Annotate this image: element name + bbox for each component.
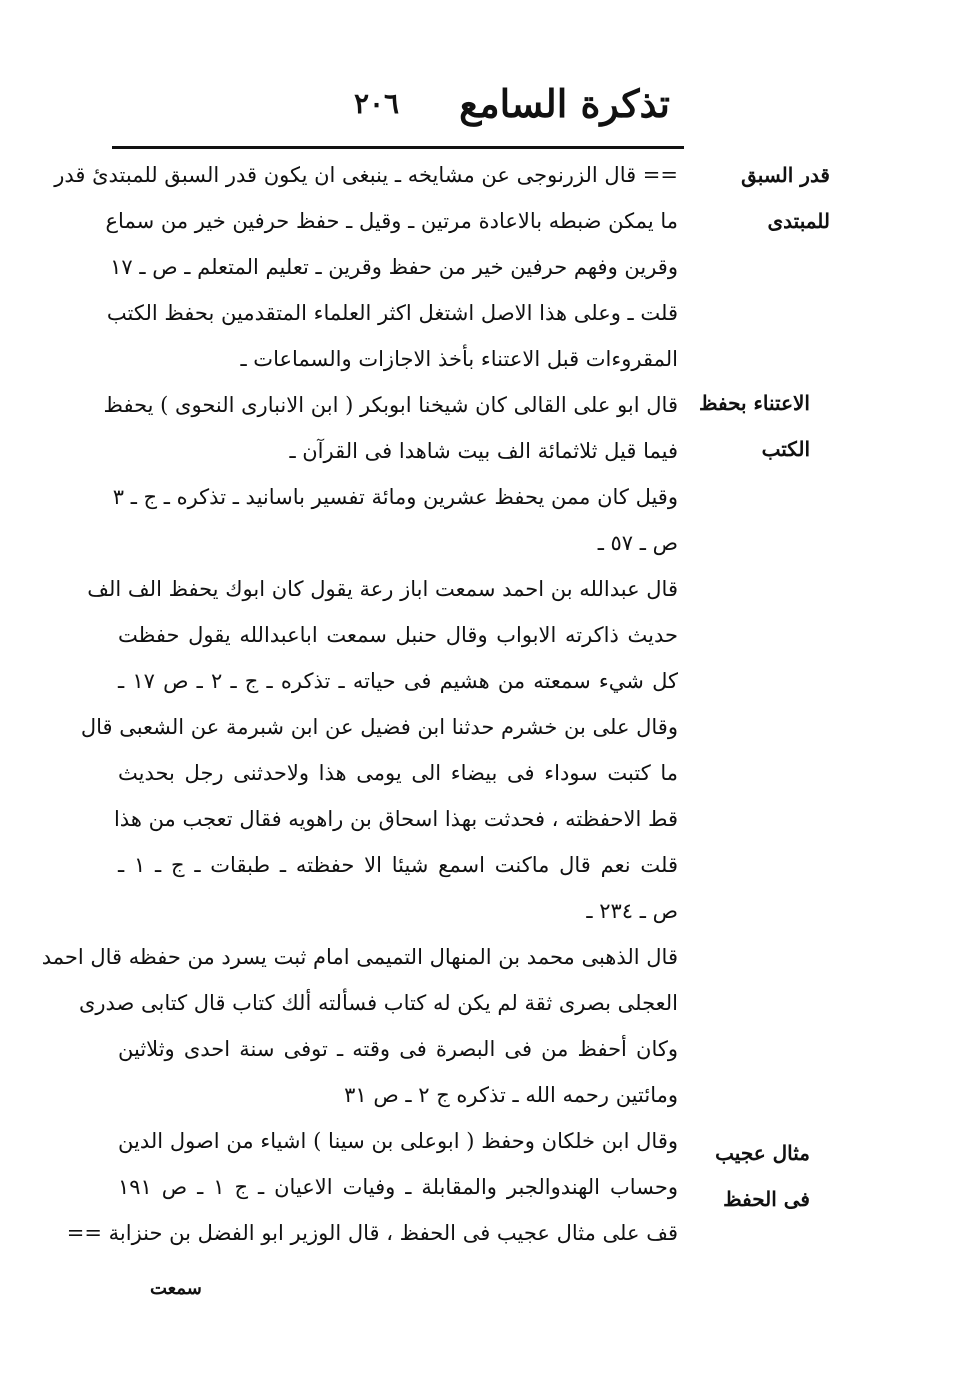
text-line: وقرين وفهم حرفين خير من حفظ وقرين ـ تعليم المتعلم ـ ص ـ ١٧ [110, 255, 678, 279]
text-line: وقيل كان ممن يحفظ عشرين ومائة تفسير باسانيد ـ تذكره ـ ج ـ ٣ [112, 485, 678, 509]
text-line: == قال الزرنوجى عن مشايخه ـ ينبغى ان يكون قدر السبق للمبتدئ قدر [54, 163, 678, 187]
margin-note-line: الاعتناء بحفظ [698, 391, 810, 415]
margin-note-line: الكتب [761, 437, 810, 461]
margin-note-precedence [680, 152, 830, 244]
margin-note-line: للمبتدى [767, 209, 830, 233]
margin-note-wondrous-example [680, 1130, 810, 1222]
page-number: ٢٠٦ [353, 86, 400, 120]
text-line: وقال على بن خشرم حدثنا ابن فضيل عن ابن شبرمة عن الشعبى قال [80, 715, 678, 739]
margin-note-line: فى الحفظ [723, 1187, 810, 1211]
text-line: ص ـ ٥٧ ـ [597, 531, 678, 555]
text-line: قال ابو على القالى كان شيخنا ابوبكر ( ابن الانبارى النحوى ) يحفظ [103, 393, 678, 417]
text-line: وحساب الهندوالجبر والمقابلة ـ وفيات الاعيان ـ ج ١ ـ ص ١٩١ [118, 1175, 678, 1199]
main-text [41, 152, 678, 1256]
paragraph [54, 152, 678, 382]
paragraph [41, 934, 678, 1118]
margin-note-line: مثال عجيب [715, 1141, 810, 1165]
text-line: العجلى بصرى ثقة لم يكن له كتاب فسألته ألك كتاب قال كتابى صدرى [78, 991, 678, 1015]
text-line: قلت ـ وعلى هذا الاصل اشتغل اكثر العلماء المتقدمين بحفظ الكتب [106, 301, 678, 325]
text-line: قلت نعم قال ماكنت اسمع شيئا الا حفظته ـ طبقات ـ ج ـ ١ ـ [118, 853, 678, 877]
margin-note-line: قدر السبق [741, 163, 830, 187]
paragraph [80, 566, 678, 934]
text-line: فيما قيل ثلاثمائة الف بيت شاهدا فى القرآن ـ [289, 439, 678, 463]
text-line: كل شيء سمعته من هشيم فى حياته ـ تذكره ـ ج ـ ٢ ـ ص ١٧ ـ [118, 669, 678, 693]
text-line: قال الذهبى محمد بن المنهال التميمى امام ثبت يسرد من حفظه قال احمد [41, 945, 678, 969]
book-title: تذكرة السامع [459, 80, 670, 126]
text-line: ص ـ ٢٣٤ ـ [586, 899, 678, 923]
text-line: قال عبدالله بن احمد سمعت اباز رعة يقول كان ابوك يحفظ الف الف [87, 577, 678, 601]
text-line: ما كتبت سوداء فى بيضاء الى يومى هذا ولاحدثنى رجل بحديث [118, 761, 678, 785]
text-line: حديث ذاكرته الابواب وقال حنبل سمعت اباعبدالله يقول حفظت [118, 623, 678, 647]
margin-note-book-memorization [680, 380, 810, 472]
text-line: وكان أحفظ من فى البصرة فى وقته ـ توفى سنة احدى وثلاثين [118, 1037, 678, 1061]
text-line: ومائتين رحمه الله ـ تذكره ج ٢ ـ ص ٣١ [344, 1083, 678, 1107]
header-rule [112, 146, 684, 149]
text-line: قط الاحفظته ، فحدثت بهذا اسحاق بن راهويه فقال تعجب من هذا [113, 807, 678, 831]
paragraph [103, 382, 678, 474]
text-line: المقروءات قبل الاعتناء بأخذ الاجازات والسماعات ـ [240, 347, 678, 371]
text-line: وقال ابن خلكان وحفظ ( ابوعلى بن سينا ) اشياء من اصول الدين [118, 1129, 678, 1153]
text-line: ما يمكن ضبطه بالاعادة مرتين ـ وقيل ـ حفظ حرفين خير من سماع [105, 209, 678, 233]
text-line: قف على مثال عجيب فى الحفظ ، قال الوزير ابو الفضل بن حنزابة == [66, 1221, 678, 1245]
catchword: سمعت [150, 1278, 202, 1299]
paragraph [66, 1118, 678, 1256]
running-head [330, 78, 670, 128]
paragraph [112, 474, 678, 566]
